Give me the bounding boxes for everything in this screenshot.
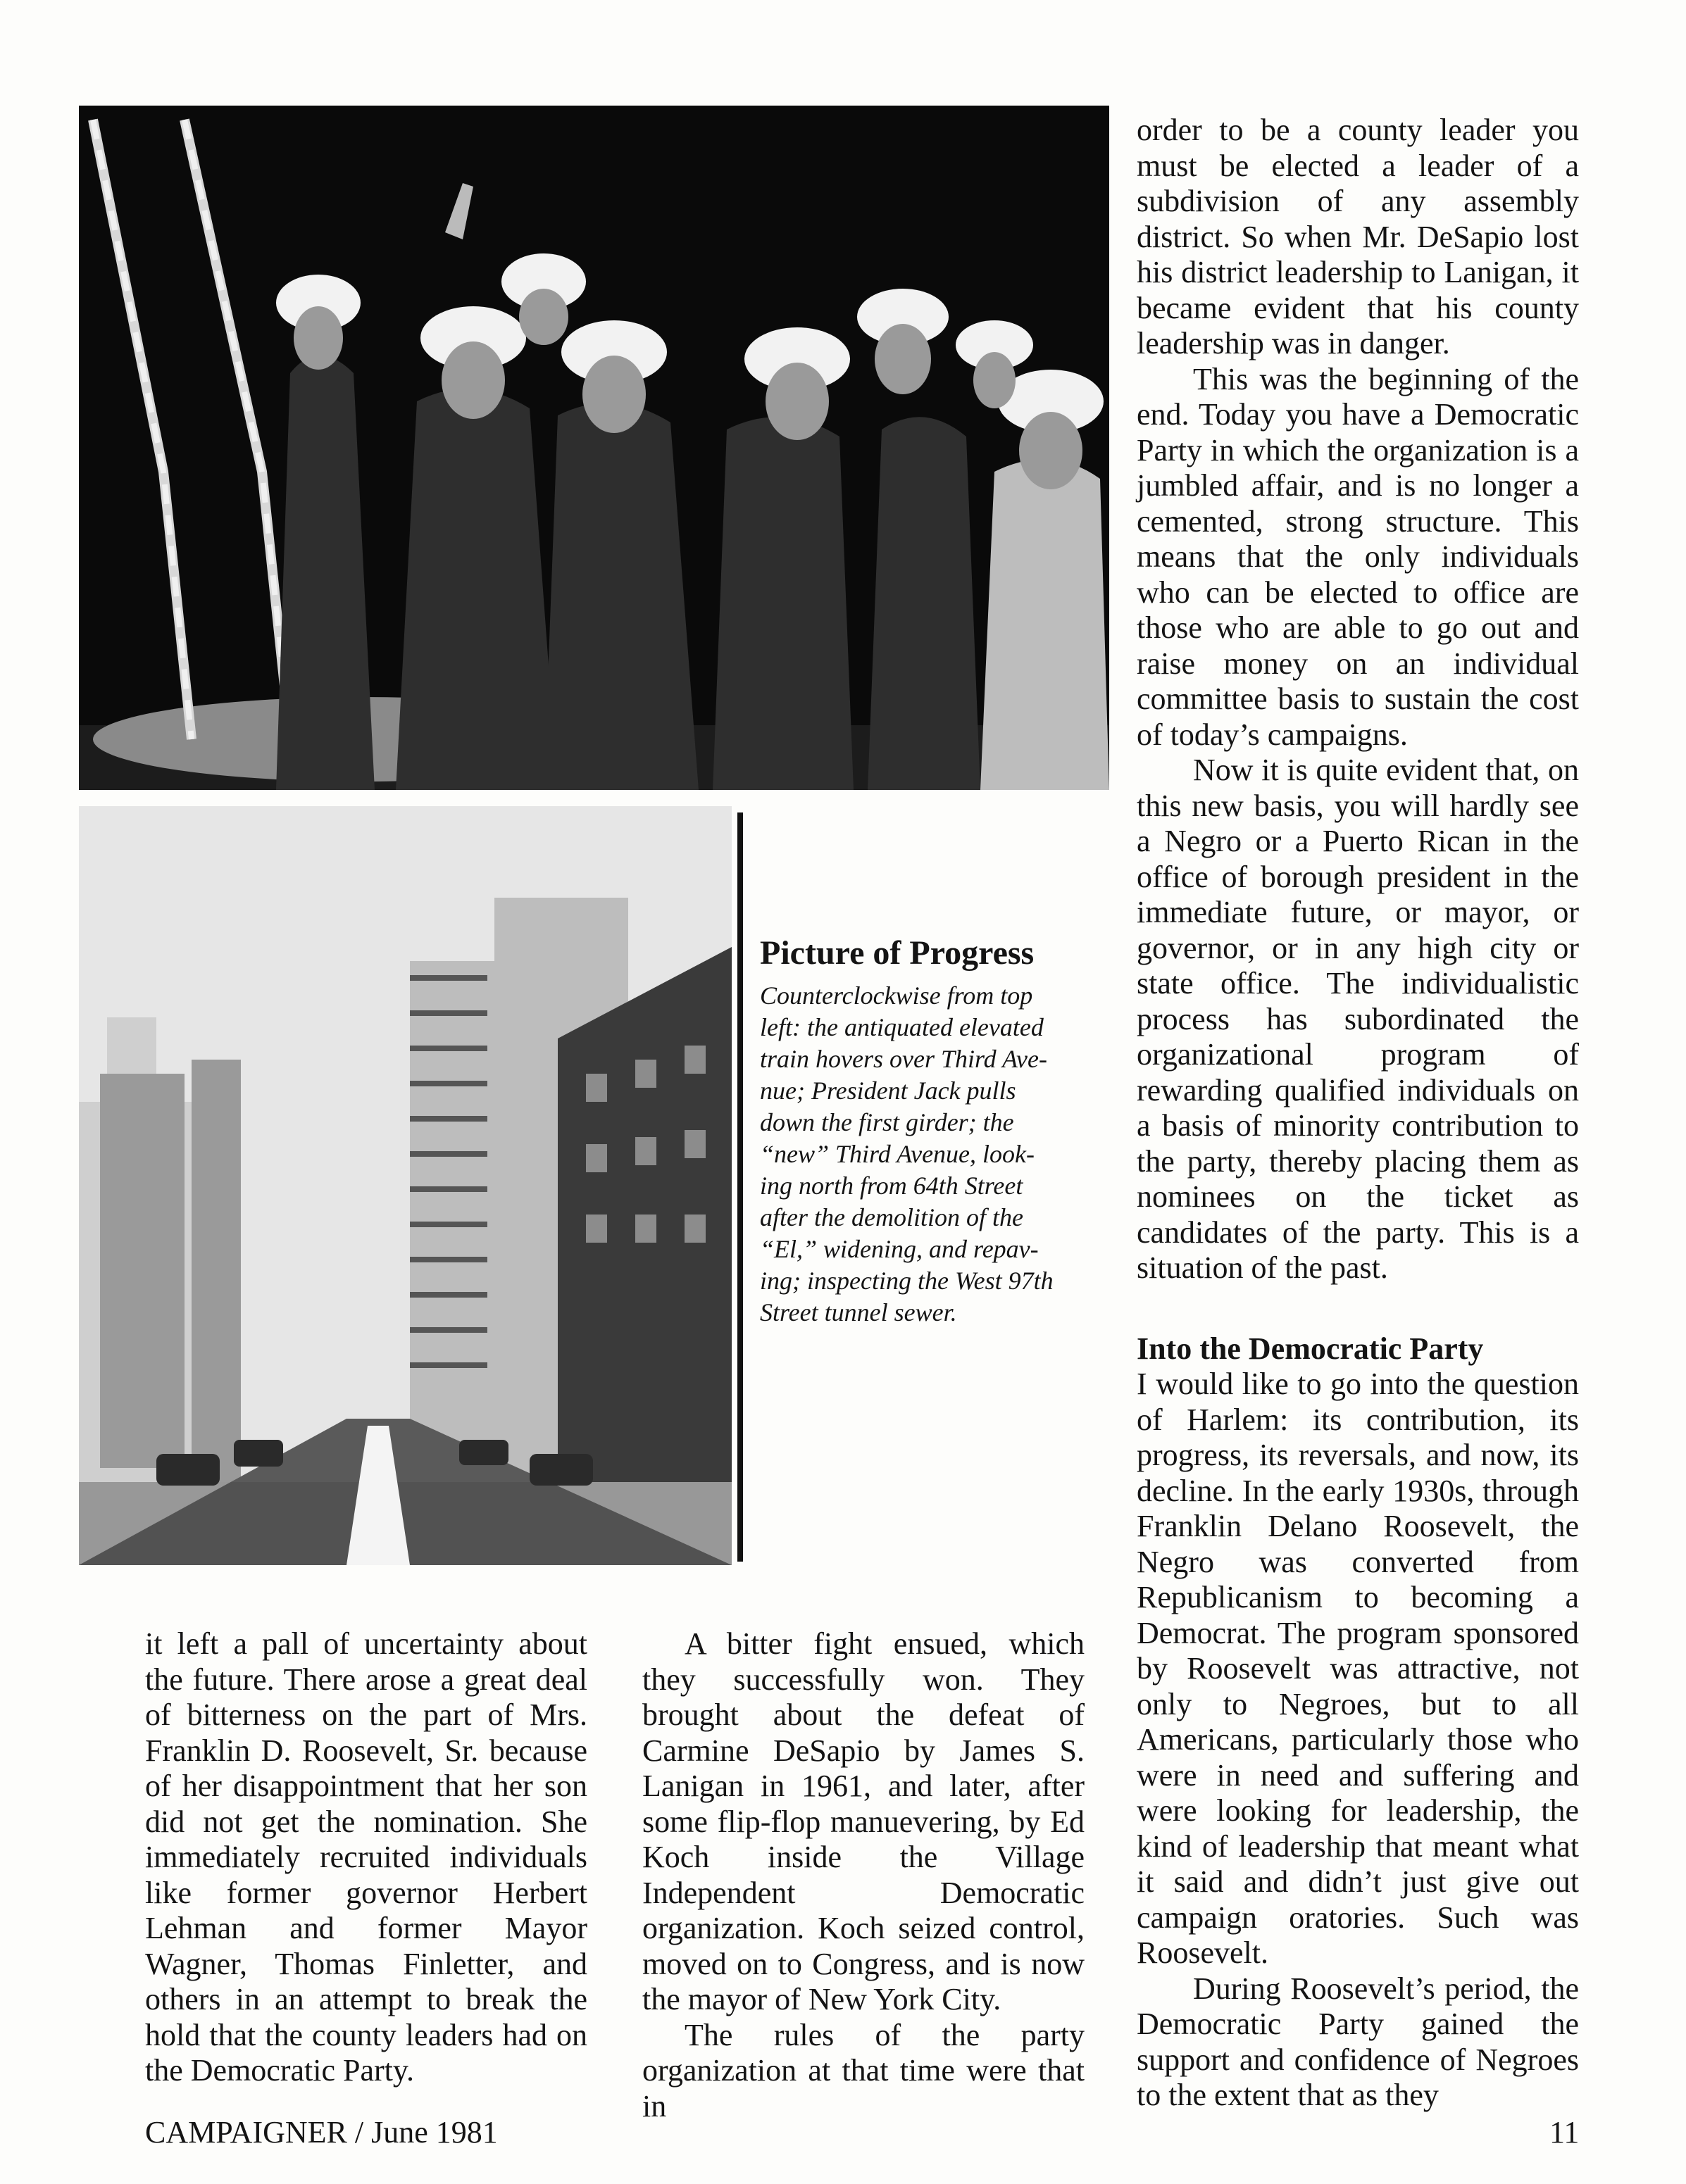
paragraph: order to be a county leader you must be elected a leader of a subdivision of any assembly district. So when Mr. DeSapio lost his district leadership to Lanigan, it became evident that his county leadership was in danger. xyxy=(1137,113,1579,360)
caption-line: “new” Third Avenue, look- xyxy=(760,1140,1035,1168)
paragraph: Now it is quite evident that, on this new basis, you will hardly see a Negro or a Puerto Rican in the office of borough president in the immediate future, or mayor, or governor, or in any high city or state office. The individualistic process has subordinated the organizational program of rewarding qualified individuals on a basis of minority contribution to the party, thereby placing them as nominees on the ticket as candidates of the party. This is a situation of the past. xyxy=(1137,753,1579,1285)
caption-line: ing; inspecting the West 97th xyxy=(760,1267,1054,1295)
bottom-photo-image xyxy=(79,806,732,1565)
caption-line: after the demolition of the xyxy=(760,1203,1023,1231)
paragraph: I would like to go into the question of Harlem: its contribution, its progress, its reversals, and now, its decline. In the early 1930s, through Franklin Delano Roosevelt, the Negro was converted from Republicanism to becoming a Democrat. The program sponsored by Roosevelt was attractive, not only to Negroes, but to all Americans, particularly those who were in need and suffering and were looking for leadership, the kind of leadership that meant what it said and didn’t just give out campaign oratories. Such was Roosevelt. xyxy=(1137,1367,1579,1970)
column-1 xyxy=(145,1626,587,2089)
caption-body xyxy=(760,980,1098,1329)
caption-rule xyxy=(737,812,743,1562)
column-2 xyxy=(642,1626,1085,2124)
caption-line: left: the antiquated elevated xyxy=(760,1013,1044,1041)
top-photo-image xyxy=(79,106,1109,790)
paragraph: During Roosevelt’s period, the Democratic Party gained the support and confidence of Negroes to the extent that as they xyxy=(1137,1971,1579,2112)
section-subhead: Into the Democratic Party xyxy=(1137,1331,1484,1366)
paragraph: This was the beginning of the end. Today you have a Democratic Party in which the organization is a jumbled affair, and is no longer a cemented, strong structure. This means that the only individuals who can be elected to office are those who are able to go out and raise money on an individual committee basis to sustain the cost of today’s campaigns. xyxy=(1137,361,1579,752)
column-3 xyxy=(1137,113,1579,2114)
caption-line: ing north from 64th Street xyxy=(760,1172,1023,1200)
footer-publication: CAMPAIGNER / June 1981 xyxy=(145,2115,498,2150)
caption-line: train hovers over Third Ave- xyxy=(760,1045,1047,1073)
bottom-photo xyxy=(79,806,732,1565)
caption-line: “El,” widening, and repav- xyxy=(760,1235,1039,1263)
top-photo xyxy=(79,106,1109,790)
caption-line: nue; President Jack pulls xyxy=(760,1077,1016,1105)
page-number: 11 xyxy=(1549,2115,1580,2150)
caption-line: Street tunnel sewer. xyxy=(760,1298,957,1326)
caption-line: Counterclockwise from top xyxy=(760,981,1033,1010)
caption-title: Picture of Progress xyxy=(760,934,1035,972)
paragraph: The rules of the party organization at that time were that in xyxy=(642,2017,1085,2123)
paragraph: it left a pall of uncertainty about the future. There arose a great deal of bitterness on the part of Mrs. Franklin D. Roosevelt, Sr. because of her disappointment that her son did not get the nomination. She immediately recruited individuals like former governor Herbert Lehman and former Mayor Wagner, Thomas Finletter, and others in an attempt to break the hold that the county leaders had on the Democratic Party. xyxy=(145,1626,587,2088)
caption-line: down the first girder; the xyxy=(760,1108,1014,1136)
paragraph: A bitter fight ensued, which they successfully won. They brought about the defeat of Carmine DeSapio by James S. Lanigan in 1961, and later, after some flip-flop manuevering, by Ed Koch inside the Village Independent Democratic organization. Koch seized control, moved on to Congress, and is now the mayor of New York City. xyxy=(642,1626,1085,2016)
